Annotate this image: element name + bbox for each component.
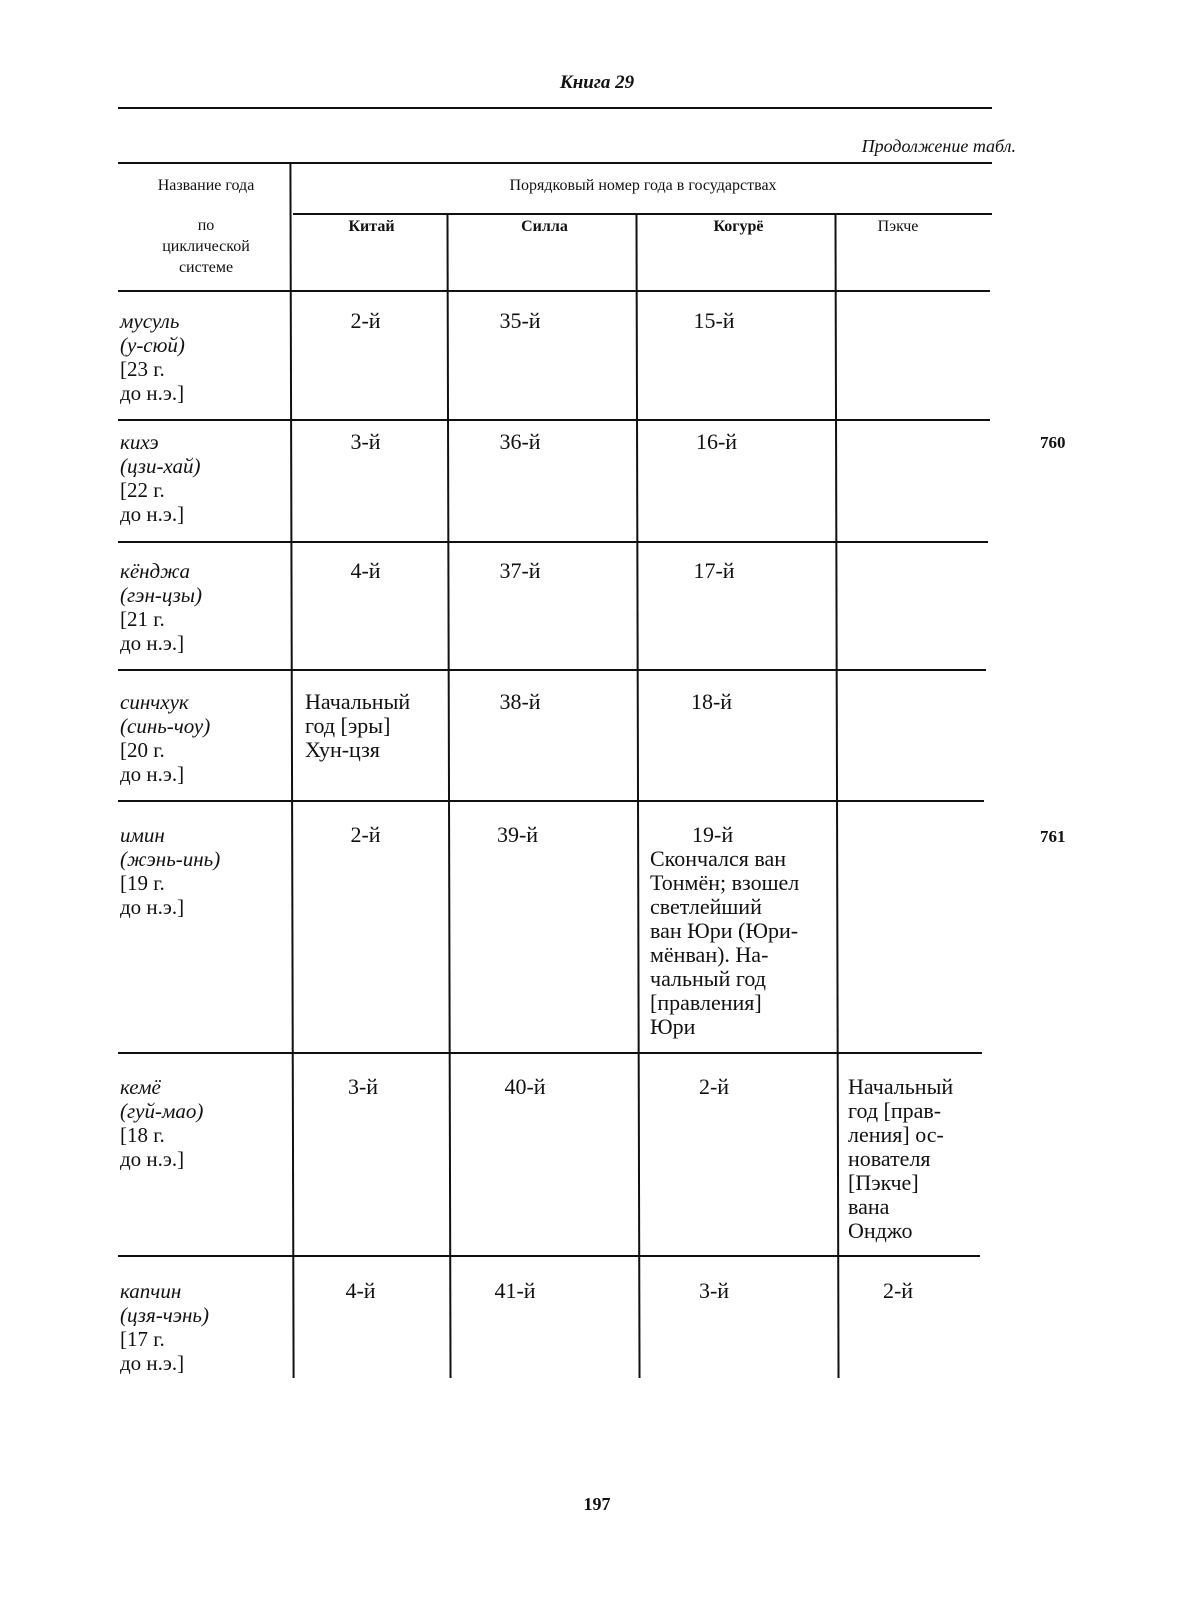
column-divider	[446, 213, 451, 1378]
cell-line: мёнван). На-	[650, 942, 769, 967]
cell-silla	[450, 430, 590, 454]
cell-line: 19-й	[692, 822, 734, 847]
cell-line: [правления]	[650, 990, 762, 1015]
cell-line: 38-й	[499, 689, 541, 714]
header-state-silla: Силла	[521, 218, 568, 235]
header-bottom-rule	[118, 290, 990, 292]
year-name: кихэ	[120, 430, 159, 454]
header-state-paekche: Пэкче	[877, 218, 919, 235]
cell-koguryo	[650, 823, 799, 1039]
running-head: Книга 29	[559, 72, 635, 93]
top-rule	[118, 107, 992, 109]
cell-line: вана	[848, 1194, 890, 1219]
year-date: [22 г.	[120, 478, 165, 502]
column-divider	[635, 213, 640, 1378]
cell-line: Онджо	[848, 1218, 913, 1243]
cell-line: [Пэкче]	[848, 1170, 919, 1195]
year-name-chinese: (гуй-мао)	[120, 1099, 204, 1123]
cell-line: Тонмён; взошел	[650, 870, 800, 895]
cell-line: Начальный	[305, 689, 411, 714]
year-name-chinese: (у-сюй)	[120, 333, 185, 357]
year-name-chinese: (цзи-хай)	[120, 454, 201, 478]
year-name-cell	[120, 1279, 209, 1375]
cell-line: 2-й	[698, 1074, 730, 1099]
column-divider	[289, 162, 294, 1378]
year-date: [17 г.	[120, 1327, 165, 1351]
cell-koguryo	[639, 1279, 789, 1303]
cell-china	[293, 559, 438, 583]
year-era: до н.э.]	[120, 895, 185, 919]
cell-china	[293, 1279, 428, 1303]
cell-line: 2-й	[350, 822, 381, 847]
cell-line: 3-й	[350, 429, 381, 454]
cell-line: 39-й	[496, 822, 539, 847]
cell-silla	[450, 1279, 580, 1303]
year-era: до н.э.]	[120, 762, 185, 786]
margin-number: 761	[1040, 827, 1066, 846]
row-rule	[118, 541, 988, 543]
year-name-cell	[120, 823, 220, 919]
header-state-koguryo: Когурё	[713, 218, 764, 235]
cell-china	[293, 430, 438, 454]
row-rule	[118, 1255, 980, 1257]
cell-line: год [эры]	[305, 713, 391, 738]
year-name: капчин	[120, 1279, 182, 1303]
cell-line: Скончался ван	[650, 846, 787, 871]
year-date: [21 г.	[120, 607, 165, 631]
cell-paekche	[848, 1075, 953, 1243]
continuation-label: Продолжение табл.	[861, 136, 1016, 156]
cell-line: 35-й	[499, 308, 541, 333]
year-name-cell	[120, 559, 202, 655]
cell-line: 16-й	[695, 429, 738, 454]
year-era: до н.э.]	[120, 1351, 185, 1375]
cell-line: Хун-цзя	[305, 737, 380, 762]
year-era: до н.э.]	[120, 1147, 185, 1171]
year-name-chinese: (цзя-чэнь)	[120, 1303, 209, 1327]
year-name-cell	[120, 690, 210, 786]
cell-line: год [прав-	[848, 1098, 942, 1123]
header-col1-line4: системе	[178, 259, 234, 276]
page-number: 197	[583, 1494, 611, 1514]
year-date: [20 г.	[120, 738, 165, 762]
cell-koguryo	[639, 430, 794, 454]
cell-line: 36-й	[499, 429, 541, 454]
header-col1-line3: циклической	[162, 238, 250, 255]
year-name: имин	[120, 823, 165, 847]
cell-china	[293, 1075, 433, 1099]
row-rule	[118, 800, 984, 802]
cell-line: 37-й	[499, 558, 541, 583]
cell-line: 2-й	[350, 308, 381, 333]
cell-line: 17-й	[693, 558, 735, 583]
cell-line: Начальный	[848, 1074, 954, 1099]
row-rule	[118, 669, 986, 671]
year-name: кёнджа	[120, 559, 190, 583]
year-name: кемё	[120, 1075, 161, 1099]
cell-line: 2-й	[882, 1278, 914, 1303]
subheader-rule	[293, 213, 992, 215]
header-col1-line1: Название года	[157, 177, 255, 194]
cell-line: 4-й	[350, 558, 381, 583]
cell-silla	[450, 1075, 600, 1099]
cell-koguryo	[639, 309, 789, 333]
year-era: до н.э.]	[120, 631, 185, 655]
cell-silla	[450, 690, 590, 714]
year-name-cell	[120, 1075, 203, 1171]
column-divider	[834, 213, 839, 1378]
table-top-rule	[118, 162, 992, 164]
cell-silla	[450, 309, 590, 333]
cell-line: 41-й	[494, 1278, 536, 1303]
cell-line: ван Юри (Юри-	[650, 918, 799, 943]
year-name-chinese: (жэнь-инь)	[120, 847, 221, 871]
year-era: до н.э.]	[120, 502, 185, 526]
cell-paekche	[838, 1279, 958, 1303]
cell-line: 40-й	[504, 1074, 546, 1099]
year-name-chinese: (синь-чоу)	[120, 714, 211, 738]
cell-line: 3-й	[347, 1074, 379, 1099]
year-name-cell	[120, 309, 185, 405]
header-col1-line2: по	[197, 217, 215, 234]
cell-line: 18-й	[690, 689, 733, 714]
cell-koguryo	[639, 559, 789, 583]
year-name-cell	[120, 430, 200, 526]
cell-line: 15-й	[693, 308, 735, 333]
cell-line: чальный год	[650, 966, 766, 991]
cell-line: 3-й	[698, 1278, 730, 1303]
row-rule	[118, 419, 990, 421]
row-rule	[118, 1052, 982, 1054]
cell-line: 4-й	[345, 1278, 376, 1303]
cell-line: ления] ос-	[848, 1122, 944, 1147]
cell-silla	[450, 559, 590, 583]
year-date: [19 г.	[120, 871, 165, 895]
year-date: [23 г.	[120, 357, 165, 381]
cell-silla	[450, 823, 585, 847]
cell-china	[305, 690, 410, 762]
cell-koguryo	[639, 1075, 789, 1099]
cell-koguryo	[639, 690, 784, 714]
header-group: Порядковый номер года в государствах	[509, 177, 777, 194]
year-name-chinese: (гэн-цзы)	[120, 583, 203, 607]
year-name: синчхук	[120, 690, 189, 714]
year-name: мусуль	[120, 309, 180, 333]
cell-china	[293, 823, 438, 847]
year-date: [18 г.	[120, 1123, 165, 1147]
cell-line: светлейший	[650, 894, 762, 919]
cell-line: нователя	[848, 1146, 931, 1171]
year-era: до н.э.]	[120, 381, 185, 405]
margin-number: 760	[1040, 433, 1066, 452]
cell-line: Юри	[650, 1014, 696, 1039]
header-state-china: Китай	[348, 218, 395, 235]
cell-china	[293, 309, 438, 333]
